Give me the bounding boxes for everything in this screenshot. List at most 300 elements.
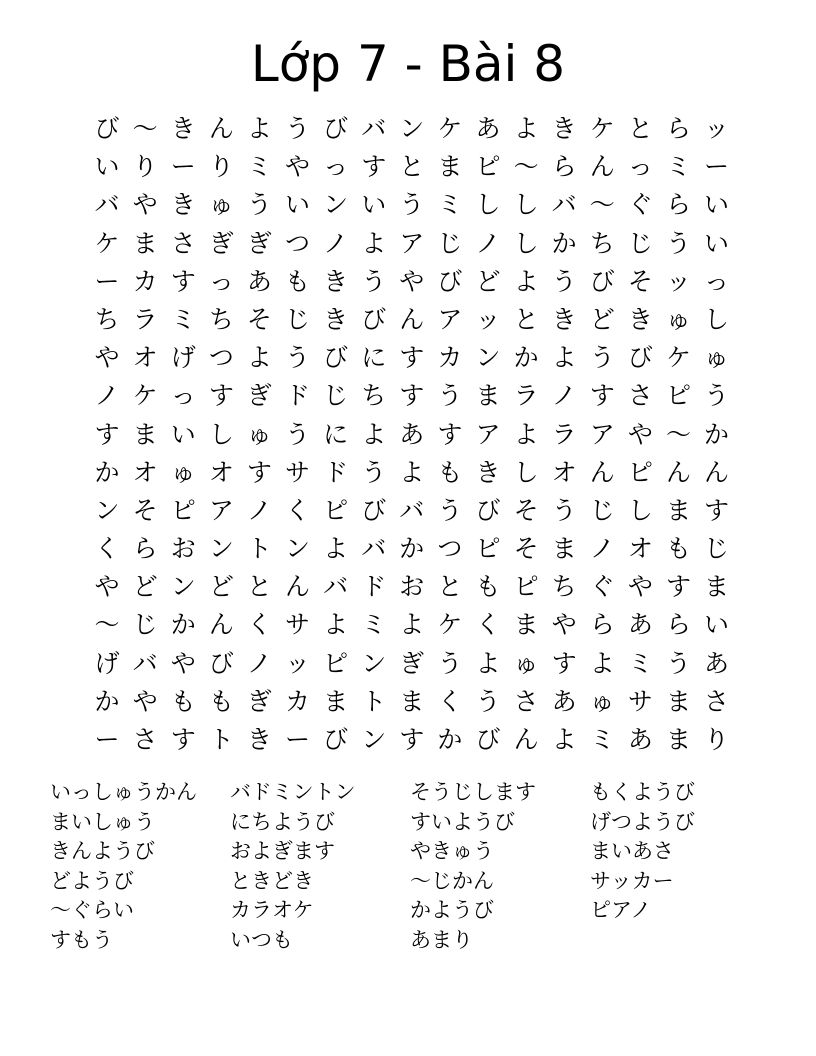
grid-cell: と bbox=[399, 152, 425, 182]
grid-cell: ま bbox=[665, 725, 691, 754]
grid-cell: ら bbox=[132, 534, 158, 564]
grid-cell: ぐ bbox=[627, 190, 653, 220]
grid-cell: い bbox=[170, 419, 196, 449]
grid-cell: ン bbox=[170, 572, 196, 602]
grid-cell: ケ bbox=[665, 343, 691, 373]
grid-cell: ン bbox=[361, 725, 387, 754]
grid-cell: す bbox=[361, 152, 387, 182]
grid-cell: ん bbox=[399, 304, 425, 334]
grid-cell: ま bbox=[513, 610, 539, 640]
grid-cell: さ bbox=[704, 686, 730, 716]
grid-cell: ぎ bbox=[246, 228, 272, 258]
grid-cell: ン bbox=[208, 534, 234, 564]
grid-cell: ぎ bbox=[246, 686, 272, 716]
grid-cell: ケ bbox=[589, 114, 615, 143]
grid-cell: す bbox=[665, 572, 691, 602]
grid-cell: ア bbox=[208, 495, 234, 525]
word-list-item: いっしゅうかん bbox=[50, 780, 197, 804]
grid-cell: ア bbox=[399, 228, 425, 258]
grid-cell: つ bbox=[208, 343, 234, 373]
grid-cell: よ bbox=[361, 419, 387, 449]
word-list-item: 〜じかん bbox=[410, 868, 494, 893]
grid-cell: ト bbox=[246, 534, 272, 564]
grid-cell: ぐ bbox=[589, 572, 615, 602]
grid-cell: 〜 bbox=[94, 610, 120, 640]
grid-cell: す bbox=[399, 343, 425, 373]
grid-cell: し bbox=[704, 304, 730, 334]
grid-cell: ン bbox=[323, 190, 349, 220]
grid-cell: ピ bbox=[323, 495, 349, 525]
grid-cell: バ bbox=[551, 190, 577, 220]
grid-cell: ち bbox=[94, 304, 120, 334]
grid-cell: や bbox=[132, 686, 158, 716]
word-list-item: すいようび bbox=[410, 809, 515, 834]
grid-cell: う bbox=[475, 686, 501, 716]
grid-cell: バ bbox=[94, 190, 120, 220]
grid-cell: ん bbox=[285, 572, 311, 602]
word-list-item: もくようび bbox=[590, 780, 695, 804]
grid-cell: ま bbox=[132, 419, 158, 449]
grid-cell: ま bbox=[475, 381, 501, 411]
grid-cell: お bbox=[399, 572, 425, 602]
grid-cell: っ bbox=[627, 152, 653, 182]
grid-cell: ま bbox=[132, 228, 158, 258]
grid-cell: 〜 bbox=[589, 190, 615, 220]
word-list-item: そうじします bbox=[410, 780, 536, 804]
grid-cell: ど bbox=[475, 266, 501, 296]
grid-cell: う bbox=[361, 266, 387, 296]
grid-cell: す bbox=[551, 648, 577, 678]
grid-cell: ま bbox=[551, 534, 577, 564]
grid-cell: う bbox=[551, 495, 577, 525]
grid-cell: や bbox=[170, 648, 196, 678]
grid-cell: よ bbox=[513, 266, 539, 296]
grid-cell: ピ bbox=[665, 381, 691, 411]
grid-cell: ン bbox=[475, 343, 501, 373]
grid-cell: ラ bbox=[551, 419, 577, 449]
grid-cell: そ bbox=[132, 495, 158, 525]
grid-cell: よ bbox=[323, 610, 349, 640]
grid-cell: よ bbox=[399, 457, 425, 487]
grid-cell: い bbox=[704, 610, 730, 640]
grid-cell: ピ bbox=[170, 495, 196, 525]
grid-cell: ア bbox=[475, 419, 501, 449]
grid-cell: び bbox=[323, 343, 349, 373]
grid-cell: ッ bbox=[704, 114, 730, 143]
grid-cell: そ bbox=[627, 266, 653, 296]
grid-cell: く bbox=[94, 534, 120, 564]
grid-cell: ド bbox=[285, 381, 311, 411]
grid-cell: ー bbox=[285, 725, 311, 754]
grid-cell: う bbox=[704, 381, 730, 411]
grid-cell: っ bbox=[323, 152, 349, 182]
grid-cell: ン bbox=[361, 648, 387, 678]
grid-cell: し bbox=[627, 495, 653, 525]
grid-cell: き bbox=[323, 304, 349, 334]
grid-cell: ン bbox=[285, 534, 311, 564]
grid-cell: も bbox=[437, 457, 463, 487]
grid-cell: ッ bbox=[475, 304, 501, 334]
grid-cell: じ bbox=[704, 534, 730, 564]
grid-cell: す bbox=[399, 725, 425, 754]
grid-cell: ん bbox=[208, 114, 234, 143]
grid-cell: し bbox=[208, 419, 234, 449]
grid-cell: す bbox=[170, 725, 196, 754]
grid-cell: ミ bbox=[589, 725, 615, 754]
grid-cell: や bbox=[285, 152, 311, 182]
grid-cell: ど bbox=[132, 572, 158, 602]
grid-cell: よ bbox=[513, 114, 539, 143]
grid-cell: か bbox=[551, 228, 577, 258]
grid-cell: ち bbox=[551, 572, 577, 602]
grid-cell: つ bbox=[437, 534, 463, 564]
word-list-item: ピアノ bbox=[590, 898, 652, 922]
grid-cell: も bbox=[170, 686, 196, 716]
grid-cell: き bbox=[551, 304, 577, 334]
grid-cell: う bbox=[246, 190, 272, 220]
grid-cell: い bbox=[361, 190, 387, 220]
grid-cell: よ bbox=[399, 610, 425, 640]
grid-cell: き bbox=[323, 266, 349, 296]
grid-cell: ゅ bbox=[208, 190, 234, 220]
grid-cell: う bbox=[665, 648, 691, 678]
grid-cell: ゅ bbox=[665, 304, 691, 334]
grid-cell: ア bbox=[589, 419, 615, 449]
grid-cell: ッ bbox=[665, 266, 691, 296]
grid-cell: ら bbox=[551, 152, 577, 182]
grid-cell: ん bbox=[589, 152, 615, 182]
grid-cell: ど bbox=[589, 304, 615, 334]
grid-cell: り bbox=[132, 152, 158, 182]
grid-cell: ノ bbox=[551, 381, 577, 411]
grid-cell: し bbox=[475, 190, 501, 220]
grid-cell: ま bbox=[704, 572, 730, 602]
grid-cell: く bbox=[475, 610, 501, 640]
grid-cell: ミ bbox=[246, 152, 272, 182]
grid-cell: ん bbox=[665, 457, 691, 487]
grid-cell: ま bbox=[665, 495, 691, 525]
grid-cell: う bbox=[399, 190, 425, 220]
grid-cell: も bbox=[475, 572, 501, 602]
grid-cell: や bbox=[627, 419, 653, 449]
grid-cell: す bbox=[208, 381, 234, 411]
grid-cell: す bbox=[589, 381, 615, 411]
word-list-item: すもう bbox=[50, 927, 113, 952]
grid-cell: よ bbox=[361, 228, 387, 258]
grid-cell: び bbox=[475, 495, 501, 525]
grid-cell: び bbox=[475, 725, 501, 754]
grid-cell: カ bbox=[132, 266, 158, 296]
grid-cell: そ bbox=[513, 495, 539, 525]
grid-cell: い bbox=[704, 228, 730, 258]
grid-cell: ち bbox=[208, 304, 234, 334]
grid-cell: げ bbox=[170, 343, 196, 373]
grid-cell: 〜 bbox=[665, 419, 691, 449]
grid-cell: バ bbox=[132, 648, 158, 678]
grid-cell: う bbox=[285, 114, 311, 143]
grid-cell: う bbox=[589, 343, 615, 373]
grid-cell: ゅ bbox=[513, 648, 539, 678]
grid-cell: う bbox=[437, 381, 463, 411]
grid-cell: や bbox=[551, 610, 577, 640]
grid-cell: ー bbox=[704, 152, 730, 182]
grid-cell: ら bbox=[589, 610, 615, 640]
grid-cell: び bbox=[208, 648, 234, 678]
grid-cell: も bbox=[208, 686, 234, 716]
grid-cell: び bbox=[627, 343, 653, 373]
grid-cell: き bbox=[475, 457, 501, 487]
word-list-item: いつも bbox=[230, 927, 293, 952]
grid-cell: あ bbox=[704, 648, 730, 678]
grid-cell: っ bbox=[170, 381, 196, 411]
grid-cell: ケ bbox=[94, 228, 120, 258]
grid-cell: ノ bbox=[589, 534, 615, 564]
grid-cell: い bbox=[285, 190, 311, 220]
grid-cell: ら bbox=[665, 190, 691, 220]
grid-cell: あ bbox=[475, 114, 501, 143]
grid-cell: き bbox=[551, 114, 577, 143]
grid-cell: ミ bbox=[437, 190, 463, 220]
grid-cell: ノ bbox=[246, 495, 272, 525]
grid-cell: す bbox=[437, 419, 463, 449]
grid-cell: ど bbox=[208, 572, 234, 602]
grid-cell: ラ bbox=[132, 304, 158, 334]
grid-cell: ケ bbox=[437, 114, 463, 143]
grid-cell: ま bbox=[437, 152, 463, 182]
grid-cell: う bbox=[437, 648, 463, 678]
grid-cell: ド bbox=[323, 457, 349, 487]
grid-cell: か bbox=[170, 610, 196, 640]
grid-cell: じ bbox=[132, 610, 158, 640]
grid-cell: ン bbox=[399, 114, 425, 143]
grid-cell: よ bbox=[513, 419, 539, 449]
grid-cell: ゅ bbox=[246, 419, 272, 449]
grid-cell: く bbox=[437, 686, 463, 716]
grid-cell: く bbox=[285, 495, 311, 525]
grid-cell: や bbox=[132, 190, 158, 220]
grid-cell: オ bbox=[132, 343, 158, 373]
grid-cell: と bbox=[627, 114, 653, 143]
grid-cell: と bbox=[246, 572, 272, 602]
grid-cell: オ bbox=[551, 457, 577, 487]
grid-cell: ノ bbox=[94, 381, 120, 411]
grid-cell: カ bbox=[285, 686, 311, 716]
grid-cell: ぎ bbox=[399, 648, 425, 678]
grid-cell: す bbox=[704, 495, 730, 525]
grid-cell: お bbox=[170, 534, 196, 564]
grid-cell: り bbox=[208, 152, 234, 182]
grid-cell: き bbox=[246, 725, 272, 754]
grid-cell: ミ bbox=[361, 610, 387, 640]
grid-cell: や bbox=[627, 572, 653, 602]
grid-cell: サ bbox=[285, 610, 311, 640]
grid-cell: ま bbox=[665, 686, 691, 716]
grid-cell: か bbox=[704, 419, 730, 449]
word-list-item: まいしゅう bbox=[50, 809, 155, 834]
grid-cell: ラ bbox=[513, 381, 539, 411]
grid-cell: う bbox=[361, 457, 387, 487]
grid-cell: ち bbox=[589, 228, 615, 258]
grid-cell: さ bbox=[132, 725, 158, 754]
grid-cell: び bbox=[437, 266, 463, 296]
grid-cell: ノ bbox=[246, 648, 272, 678]
word-list-item: どようび bbox=[50, 868, 134, 893]
grid-cell: ト bbox=[208, 725, 234, 754]
grid-cell: 〜 bbox=[513, 152, 539, 182]
grid-cell: あ bbox=[627, 725, 653, 754]
grid-cell: サ bbox=[285, 457, 311, 487]
grid-cell: す bbox=[94, 419, 120, 449]
grid-cell: じ bbox=[437, 228, 463, 258]
grid-cell: か bbox=[437, 725, 463, 754]
grid-cell: ド bbox=[361, 572, 387, 602]
grid-cell: か bbox=[94, 457, 120, 487]
grid-cell: ま bbox=[323, 686, 349, 716]
grid-cell: に bbox=[323, 419, 349, 449]
grid-cell: う bbox=[285, 343, 311, 373]
grid-cell: う bbox=[285, 419, 311, 449]
grid-cell: う bbox=[437, 495, 463, 525]
grid-cell: ト bbox=[361, 686, 387, 716]
grid-cell: じ bbox=[285, 304, 311, 334]
grid-cell: き bbox=[627, 304, 653, 334]
grid-cell: ピ bbox=[627, 457, 653, 487]
grid-cell: う bbox=[551, 266, 577, 296]
grid-cell: そ bbox=[246, 304, 272, 334]
grid-cell: ぎ bbox=[246, 381, 272, 411]
grid-cell: ん bbox=[589, 457, 615, 487]
grid-cell: ノ bbox=[475, 228, 501, 258]
grid-cell: ア bbox=[437, 304, 463, 334]
grid-cell: つ bbox=[285, 228, 311, 258]
grid-cell: ピ bbox=[475, 152, 501, 182]
grid-cell: す bbox=[246, 457, 272, 487]
grid-cell: ゅ bbox=[704, 343, 730, 373]
grid-cell: バ bbox=[399, 495, 425, 525]
grid-cell: も bbox=[665, 534, 691, 564]
grid-cell: バ bbox=[361, 114, 387, 143]
word-list-item: にちようび bbox=[230, 809, 335, 834]
grid-cell: ー bbox=[170, 152, 196, 182]
grid-cell: に bbox=[361, 343, 387, 373]
grid-cell: や bbox=[94, 572, 120, 602]
grid-cell: よ bbox=[551, 725, 577, 754]
grid-cell: ー bbox=[94, 725, 120, 754]
grid-cell: い bbox=[704, 190, 730, 220]
grid-cell: そ bbox=[513, 534, 539, 564]
grid-cell: び bbox=[323, 725, 349, 754]
page-title: Lớp 7 - Bài 8 bbox=[250, 35, 566, 93]
grid-cell: ゅ bbox=[170, 457, 196, 487]
grid-cell: も bbox=[285, 266, 311, 296]
grid-cell: っ bbox=[704, 266, 730, 296]
grid-cell: じ bbox=[323, 381, 349, 411]
grid-cell: か bbox=[513, 343, 539, 373]
grid-cell: あ bbox=[399, 419, 425, 449]
grid-cell: す bbox=[170, 266, 196, 296]
grid-cell: ち bbox=[361, 381, 387, 411]
grid-cell: あ bbox=[246, 266, 272, 296]
word-list-item: あまり bbox=[410, 927, 473, 952]
grid-cell: か bbox=[399, 534, 425, 564]
word-list-item: げつようび bbox=[590, 809, 695, 834]
grid-cell: さ bbox=[627, 381, 653, 411]
grid-cell: り bbox=[704, 725, 730, 754]
grid-cell: さ bbox=[513, 686, 539, 716]
grid-cell: ッ bbox=[285, 648, 311, 678]
grid-cell: び bbox=[361, 304, 387, 334]
grid-cell: す bbox=[399, 381, 425, 411]
grid-cell: い bbox=[94, 152, 120, 182]
grid-cell: 〜 bbox=[132, 114, 158, 143]
grid-cell: ピ bbox=[513, 572, 539, 602]
grid-cell: ケ bbox=[132, 381, 158, 411]
grid-cell: う bbox=[665, 228, 691, 258]
grid-cell: か bbox=[94, 686, 120, 716]
word-list-item: サッカー bbox=[590, 868, 674, 893]
word-list-item: かようび bbox=[410, 898, 494, 922]
grid-cell: っ bbox=[208, 266, 234, 296]
grid-cell: あ bbox=[627, 610, 653, 640]
grid-cell: び bbox=[94, 114, 120, 143]
grid-cell: ミ bbox=[627, 648, 653, 678]
grid-cell: ら bbox=[665, 610, 691, 640]
grid-cell: よ bbox=[246, 343, 272, 373]
grid-cell: き bbox=[170, 190, 196, 220]
grid-cell: ミ bbox=[665, 152, 691, 182]
grid-cell: し bbox=[513, 228, 539, 258]
word-list-item: まいあさ bbox=[590, 839, 674, 863]
grid-cell: よ bbox=[475, 648, 501, 678]
grid-cell: び bbox=[589, 266, 615, 296]
grid-cell: よ bbox=[246, 114, 272, 143]
grid-cell: バ bbox=[361, 534, 387, 564]
grid-cell: ピ bbox=[475, 534, 501, 564]
grid-cell: オ bbox=[132, 457, 158, 487]
word-search-grid bbox=[88, 110, 736, 759]
grid-cell: オ bbox=[208, 457, 234, 487]
grid-cell: よ bbox=[551, 343, 577, 373]
grid-cell: と bbox=[437, 572, 463, 602]
grid-cell: カ bbox=[437, 343, 463, 373]
word-list-item: やきゅう bbox=[410, 839, 494, 863]
word-list-item: カラオケ bbox=[230, 898, 314, 922]
grid-cell: ー bbox=[94, 266, 120, 296]
grid-cell: し bbox=[513, 457, 539, 487]
grid-cell: ん bbox=[704, 457, 730, 487]
grid-cell: ぎ bbox=[208, 228, 234, 258]
word-list-item: およぎます bbox=[230, 839, 335, 863]
grid-cell: さ bbox=[170, 228, 196, 258]
grid-cell: ん bbox=[208, 610, 234, 640]
grid-cell: ま bbox=[399, 686, 425, 716]
grid-cell: げ bbox=[94, 648, 120, 678]
grid-cell: じ bbox=[627, 228, 653, 258]
grid-cell: び bbox=[361, 495, 387, 525]
grid-cell: あ bbox=[551, 686, 577, 716]
grid-cell: よ bbox=[589, 648, 615, 678]
grid-cell: サ bbox=[627, 686, 653, 716]
word-list-item: ときどき bbox=[230, 868, 314, 893]
grid-cell: く bbox=[246, 610, 272, 640]
grid-cell: ら bbox=[665, 114, 691, 143]
grid-cell: ん bbox=[513, 725, 539, 754]
grid-cell: バ bbox=[323, 572, 349, 602]
grid-cell: や bbox=[94, 343, 120, 373]
grid-cell: ゅ bbox=[589, 686, 615, 716]
grid-cell: し bbox=[513, 190, 539, 220]
grid-cell: ピ bbox=[323, 648, 349, 678]
